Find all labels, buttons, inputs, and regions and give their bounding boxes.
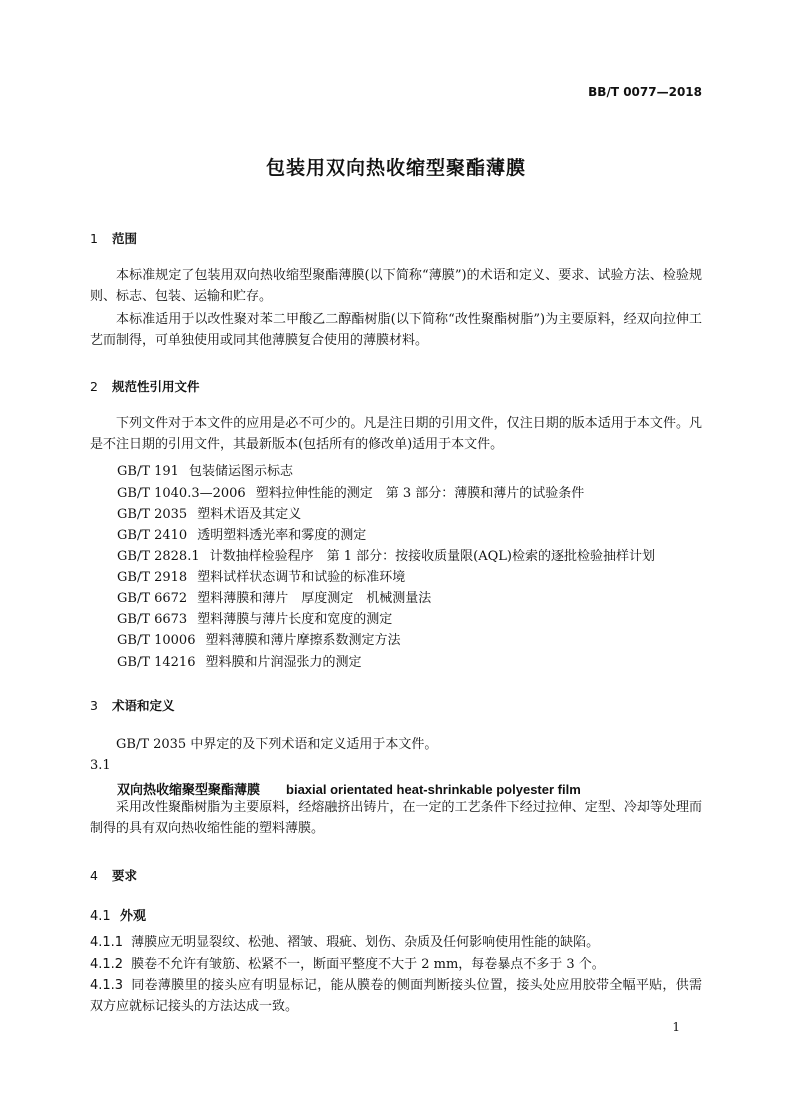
reference-code: GB/T 6672 <box>117 591 188 606</box>
reference-item <box>117 651 362 670</box>
section-1-paragraph-2: 本标准适用于以改性聚对苯二甲酸乙二醇酯树脂(以下简称“改性聚酯树脂”)为主要原料，经双向拉伸工艺而制得，可单独使用或同其他薄膜复合使用的薄膜材料。 <box>90 312 702 348</box>
item-text: 同卷薄膜里的接头应有明显标记，能从膜卷的侧面判断接头位置，接头处应用胶带全幅平贴，供需双方应就标记接头的方法达成一致。 <box>90 978 702 1014</box>
reference-code: GB/T 14216 <box>117 655 196 670</box>
reference-title: 塑料拉伸性能的测定 第 3 部分：薄膜和薄片的试验条件 <box>255 486 585 501</box>
requirement-item <box>90 954 702 975</box>
item-text: 薄膜应无明显裂纹、松弛、褶皱、瑕疵、划伤、杂质及任何影响使用性能的缺陷。 <box>131 935 600 950</box>
reference-title: 透明塑料透光率和雾度的测定 <box>197 528 367 543</box>
section-2-paragraph-1: 下列文件对于本文件的应用是必不可少的。凡是注日期的引用文件，仅注日期的版本适用于本文件。凡是不注日期的引用文件，其最新版本(包括所有的修改单)适用于本文件。 <box>90 416 702 452</box>
reference-item <box>117 545 655 564</box>
term-definition: 采用改性聚酯树脂为主要原料，经熔融挤出铸片，在一定的工艺条件下经过拉伸、定型、冷却等处理而制得的具有双向热收缩性能的塑料薄膜。 <box>90 800 702 836</box>
reference-title: 计数抽样检验程序 第 1 部分：按接收质量限(AQL)检索的逐批检验抽样计划 <box>209 549 655 564</box>
subsection-number: 4.1 <box>90 909 111 924</box>
document-title: 包装用双向热收缩型聚酯薄膜 <box>265 157 526 179</box>
reference-item <box>117 587 431 606</box>
section-1-paragraph-1: 本标准规定了包装用双向热收缩型聚酯薄膜(以下简称“薄膜”)的术语和定义、要求、试验方法、检验规则、标志、包装、运输和贮存。 <box>90 268 702 304</box>
reference-item <box>117 608 392 627</box>
requirement-item <box>90 975 702 1017</box>
section-2-heading <box>90 377 200 395</box>
term-chinese: 双向热收缩聚型聚酯薄膜 <box>117 783 261 798</box>
requirement-item <box>90 932 702 953</box>
section-4-heading <box>90 866 137 884</box>
reference-title: 塑料薄膜和薄片 厚度测定 机械测量法 <box>197 591 432 606</box>
reference-item <box>117 524 366 543</box>
section-3-heading <box>90 696 175 714</box>
section-number: 1 <box>90 231 98 246</box>
reference-code: GB/T 10006 <box>117 633 196 648</box>
subsection-heading <box>90 905 146 924</box>
subsection-title: 外观 <box>120 909 147 924</box>
term-number: 3.1 <box>90 758 111 773</box>
reference-title: 塑料薄膜与薄片长度和宽度的测定 <box>197 612 393 627</box>
reference-item <box>117 629 401 648</box>
standard-number: BB/T 0077—2018 <box>588 85 702 99</box>
reference-code: GB/T 2828.1 <box>117 549 200 564</box>
reference-code: GB/T 6673 <box>117 612 188 627</box>
reference-code: GB/T 191 <box>117 464 179 479</box>
reference-item <box>117 460 293 479</box>
reference-title: 塑料试样状态调节和试验的标准环境 <box>197 570 406 585</box>
reference-title: 包装储运图示标志 <box>188 464 293 479</box>
item-number: 4.1.2 <box>90 957 124 972</box>
section-3-paragraph-1: GB/T 2035 中界定的及下列术语和定义适用于本文件。 <box>116 737 438 752</box>
reference-code: GB/T 2918 <box>117 570 188 585</box>
section-number: 2 <box>90 379 98 394</box>
section-title: 范围 <box>112 231 138 246</box>
reference-title: 塑料术语及其定义 <box>197 507 302 522</box>
reference-title: 塑料膜和片润湿张力的测定 <box>205 655 362 670</box>
section-title: 术语和定义 <box>112 698 175 713</box>
item-text: 膜卷不允许有皱筋、松紧不一，断面平整度不大于 2 mm，每卷暴点不多于 3 个。 <box>131 957 605 972</box>
section-title: 要求 <box>112 868 138 883</box>
section-1-heading <box>90 229 137 247</box>
reference-code: GB/T 1040.3—2006 <box>117 486 246 501</box>
item-number: 4.1.3 <box>90 978 124 993</box>
section-number: 4 <box>90 868 98 883</box>
reference-item <box>117 566 405 585</box>
term-english: biaxial orientated heat-shrinkable polyester film <box>286 782 581 797</box>
reference-code: GB/T 2410 <box>117 528 188 543</box>
item-number: 4.1.1 <box>90 935 124 950</box>
term-heading <box>117 779 581 798</box>
reference-title: 塑料薄膜和薄片摩擦系数测定方法 <box>205 633 401 648</box>
reference-code: GB/T 2035 <box>117 507 188 522</box>
section-title: 规范性引用文件 <box>112 379 200 394</box>
reference-item <box>117 482 584 501</box>
reference-item <box>117 503 301 522</box>
page-number: 1 <box>672 1020 680 1034</box>
section-number: 3 <box>90 698 98 713</box>
